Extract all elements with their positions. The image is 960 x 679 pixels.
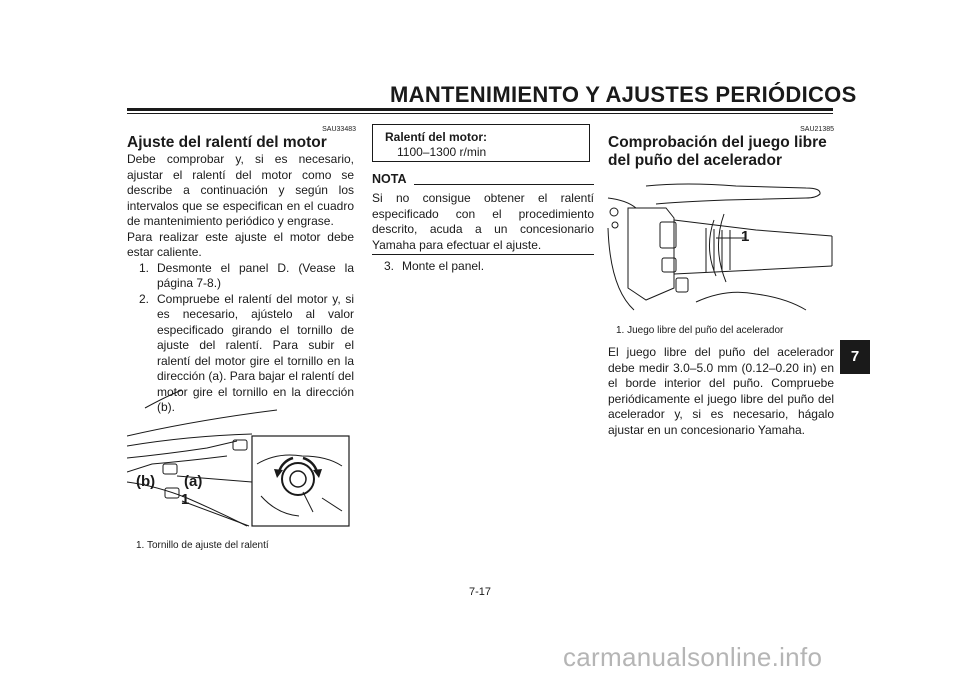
throttle-paragraph: El juego libre del puño del acelerador debe medir 3.0–5.0 mm (0.12–0.20 in) en el borde interior del puño. Compruebe periódicamente el juego libre del puño del acelerador y, si es necesario, hágalo ajustar en un concesionario Yamaha. [608,345,834,437]
note-end-rule [372,254,594,255]
note-rule [414,184,594,185]
figure-caption: 1. Juego libre del puño del acelerador [616,325,784,336]
watermark: carmanualsonline.info [563,642,823,672]
throttle-section [608,134,834,170]
list-item [127,261,354,292]
figure-caption: 1. Tornillo de ajuste del ralentí [136,540,269,551]
note-body [372,191,594,253]
throttle-grip-illustration [606,178,836,314]
step-number: 3. [384,259,395,273]
section-code: SAU33483 [322,126,356,133]
section-code: SAU21385 [800,126,834,133]
idle-screw-illustration [127,386,352,531]
note-label: NOTA [372,172,407,186]
header-rule [127,108,833,111]
step-text: Compruebe el ralentí del motor y, si es necesario, ajústelo al valor especificado girando el tornillo de ajuste del ralentí. Para subir el ralentí del motor gire el tornillo en la dirección (a). Para bajar el ralentí del motor gire el tornillo en la dirección (b). [157,291,354,414]
spec-value: 1100–1300 r/min [397,145,487,159]
page-number: 7-17 [468,586,492,598]
step-text: Desmonte el panel D. (Vease la página 7-8.) [157,260,354,290]
section-heading: Ajuste del ralentí del motor [127,134,327,151]
spec-box [372,124,590,162]
list-item [372,259,594,275]
section-heading: Comprobación del juego libre del puño del acelerador [608,134,827,169]
step-3 [372,259,594,275]
throttle-body [608,345,834,438]
chapter-tab: 7 [840,340,870,374]
page-title: MANTENIMIENTO Y AJUSTES PERIÓDICOS [390,82,857,107]
note-header [372,172,594,190]
note-text: Si no consigue obtener el ralentí especificado con el procedimiento descrito, acuda a un concesionario Yamaha para efectuar el ajuste. [372,191,594,252]
warm-engine-paragraph: Para realizar este ajuste el motor debe estar caliente. [127,229,354,259]
step-number: 2. [139,291,150,306]
figure-label-b: (b) [136,473,156,490]
intro-paragraph: Debe comprobar y, si es necesario, ajustar el ralentí del motor como se describe a continuación y según los intervalos que se especifican en el cuadro de mantenimiento periódico y engrase. [127,152,354,228]
idle-speed-section [127,134,354,416]
figure-label-1: 1 [741,228,750,245]
step-number: 1. [139,260,150,275]
step-text: Monte el panel. [402,259,485,273]
figure-label-1: 1 [181,491,190,508]
figure-label-a: (a) [184,473,203,490]
spec-label: Ralentí del motor: [385,130,488,144]
header-rule-thin [127,113,833,114]
